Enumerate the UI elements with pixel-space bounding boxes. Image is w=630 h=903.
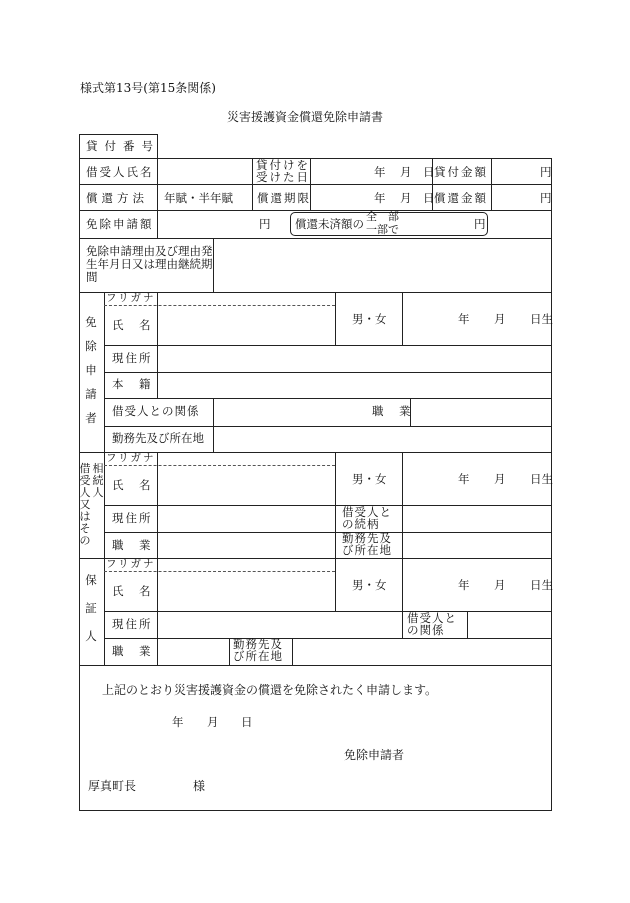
heir-birth-month: 月 (494, 472, 506, 486)
heir-birth-day: 日生 (530, 472, 553, 486)
heir-section-sublabel: 借受人又はその (79, 462, 91, 547)
unpaid-label: 償還未済額の (295, 217, 364, 231)
applicant-birth-day: 日生 (530, 312, 553, 326)
applicant-birth-month: 月 (494, 312, 506, 326)
applicant-honseki-label: 本 籍 (112, 377, 153, 391)
guarantor-birth-year: 年 (458, 578, 470, 592)
applicant-birth-year: 年 (458, 312, 470, 326)
loan-date-year: 年 (374, 165, 386, 179)
exempt-amount-label: 免除申請額 (86, 217, 154, 231)
guarantor-name-label: 氏 名 (112, 584, 153, 598)
date-month: 月 (207, 715, 219, 729)
heir-furigana-label: フリガナ (106, 452, 156, 464)
guarantor-birth-month: 月 (494, 578, 506, 592)
date-day: 日 (241, 715, 253, 729)
date-year: 年 (172, 715, 184, 729)
applicant-gender: 男・女 (352, 312, 387, 326)
guarantor-occupation-label: 職 業 (112, 644, 153, 658)
applicant-relation-label: 借受人との関係 (112, 404, 200, 418)
applicant-occupation-label: 職 業 (372, 404, 413, 418)
applicant-workplace-label: 勤務先及び所在地 (112, 431, 204, 445)
guarantor-section-label: 保証人 (85, 573, 97, 643)
heir-workplace-label: 勤務先及び所在地 (342, 531, 392, 557)
reason-label: 免除申請理由及び理由発生年月日又は理由継続期間 (86, 244, 213, 284)
repay-period-year: 年 (374, 191, 386, 205)
guarantor-furigana-label: フリガナ (106, 558, 156, 570)
form-number: 様式第13号(第15条関係) (80, 81, 216, 95)
applicant-furigana-label: フリガナ (106, 292, 156, 304)
loan-date-month: 月 (400, 165, 412, 179)
addressee: 厚真町長 (88, 779, 137, 793)
guarantor-relation-label: 借受人との関係 (407, 611, 457, 637)
heir-name-label: 氏 名 (112, 478, 153, 492)
repay-period-day: 日 (423, 191, 435, 205)
guarantor-address-label: 現住所 (112, 617, 153, 631)
statement-text: 上記のとおり災害援護資金の償還を免除されたく申請します。 (102, 683, 438, 697)
guarantor-gender: 男・女 (352, 578, 387, 592)
honorific: 様 (193, 779, 206, 793)
heir-section-label: 相続人 (92, 462, 104, 499)
guarantor-birth-day: 日生 (530, 578, 553, 592)
heir-birth-year: 年 (458, 472, 470, 486)
exempt-amount-yen: 円 (259, 217, 271, 231)
heir-address-label: 現住所 (112, 511, 153, 525)
repay-period-month: 月 (400, 191, 412, 205)
unpaid-part: 一部で (366, 223, 399, 236)
footer-applicant-label: 免除申請者 (344, 748, 405, 762)
repay-method-value: 年賦・半年賦 (164, 191, 233, 205)
loan-number-label: 貸付番号 (86, 139, 160, 153)
heir-occupation-label: 職 業 (112, 538, 153, 552)
repay-period-label: 償還期限 (257, 191, 311, 205)
applicant-name-label: 氏 名 (112, 318, 153, 332)
loan-amount-label: 貸付金額 (434, 165, 488, 179)
borrower-name-label: 借受人氏名 (86, 165, 154, 179)
applicant-address-label: 現住所 (112, 351, 153, 365)
unpaid-yen: 円 (474, 217, 486, 231)
heir-gender: 男・女 (352, 472, 387, 486)
form-title: 災害援護資金償還免除申請書 (227, 110, 384, 124)
applicant-section-label: 免除申請者 (85, 315, 97, 425)
unpaid-all: 全 部 (366, 210, 399, 223)
heir-relation-label: 借受人との続柄 (342, 505, 392, 531)
loan-date-label: 貸付けを受けた日 (256, 158, 310, 184)
guarantor-workplace-label: 勤務先及び所在地 (233, 637, 283, 663)
repay-method-label: 償還方法 (86, 191, 148, 205)
repay-amount-yen: 円 (540, 191, 552, 205)
loan-date-day: 日 (423, 165, 435, 179)
loan-amount-yen: 円 (540, 165, 552, 179)
repay-amount-label: 償還金額 (434, 191, 488, 205)
